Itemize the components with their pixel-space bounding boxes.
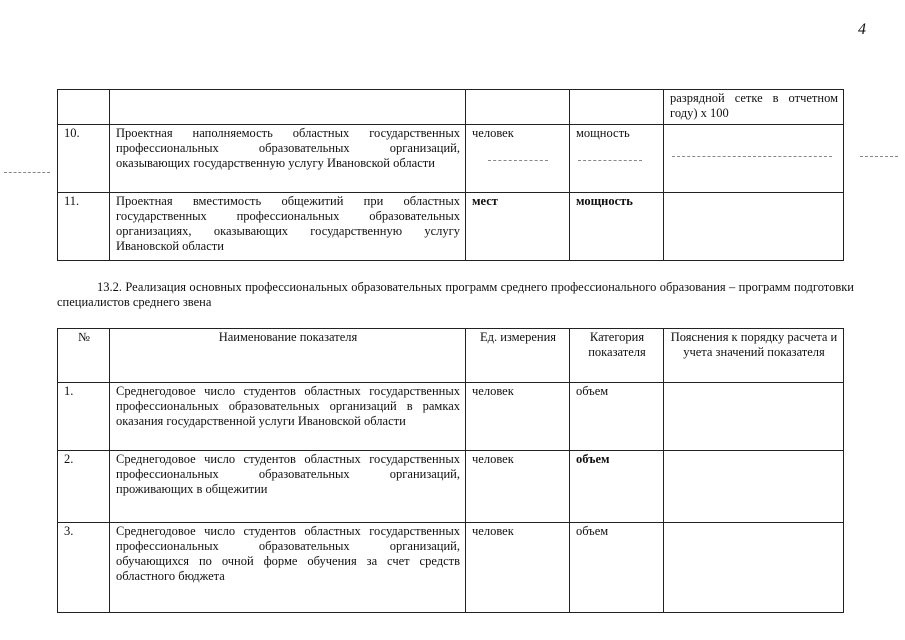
table-cell bbox=[110, 90, 466, 125]
indicator-name: Среднегодовое число студентов областных государственных профессиональных образовательных организаций, обучающихся по очной форме обучения за счет средств областного бюджета bbox=[110, 523, 466, 613]
table-row bbox=[58, 90, 844, 125]
notes-cell bbox=[664, 383, 844, 451]
category-cell: объем bbox=[570, 523, 664, 613]
section-heading: 13.2. Реализация основных профессиональных образовательных программ среднего профессионального образования – программ подготовки специалистов среднего звена bbox=[57, 280, 854, 309]
category-cell: мощность bbox=[570, 125, 664, 193]
category-cell: объем bbox=[570, 451, 664, 523]
scan-artifact bbox=[860, 156, 898, 157]
indicator-name: Среднегодовое число студентов областных государственных профессиональных образовательных организаций в рамках оказания государственной услуги Ивановской области bbox=[110, 383, 466, 451]
notes-cell bbox=[664, 125, 844, 193]
table-header-row bbox=[58, 329, 844, 383]
header-category: Категория показателя bbox=[570, 329, 664, 383]
header-unit: Ед. измерения bbox=[466, 329, 570, 383]
indicator-name: Проектная вместимость общежитий при областных государственных профессиональных образовательных организациях, оказывающих государственную услугу Ивановской области bbox=[110, 193, 466, 261]
table-cell bbox=[58, 90, 110, 125]
unit-cell: мест bbox=[466, 193, 570, 261]
table-row bbox=[58, 523, 844, 613]
table-cell bbox=[570, 90, 664, 125]
indicator-name: Проектная наполняемость областных государственных профессиональных образовательных организаций, оказывающих государственную услугу Ивановской области bbox=[110, 125, 466, 193]
row-number: 1. bbox=[58, 383, 110, 451]
unit-cell: человек bbox=[466, 523, 570, 613]
table-cell bbox=[466, 90, 570, 125]
unit-cell: человек bbox=[466, 451, 570, 523]
table-row bbox=[58, 125, 844, 193]
indicator-name: Среднегодовое число студентов областных государственных профессиональных образовательных организаций, проживающих в общежитии bbox=[110, 451, 466, 523]
table-row bbox=[58, 193, 844, 261]
notes-cell bbox=[664, 523, 844, 613]
category-cell: мощность bbox=[570, 193, 664, 261]
category-cell: объем bbox=[570, 383, 664, 451]
header-notes: Пояснения к порядку расчета и учета значений показателя bbox=[664, 329, 844, 383]
row-number: 2. bbox=[58, 451, 110, 523]
row-number: 3. bbox=[58, 523, 110, 613]
row-number: 10. bbox=[58, 125, 110, 193]
notes-cell-continuation: разрядной сетке в отчетном году) х 100 bbox=[664, 90, 844, 125]
table-row bbox=[58, 383, 844, 451]
notes-cell bbox=[664, 451, 844, 523]
scan-artifact bbox=[4, 172, 50, 173]
notes-cell bbox=[664, 193, 844, 261]
row-number: 11. bbox=[58, 193, 110, 261]
indicators-table bbox=[57, 328, 844, 613]
indicators-table-continued bbox=[57, 89, 844, 261]
unit-cell: человек bbox=[466, 125, 570, 193]
unit-cell: человек bbox=[466, 383, 570, 451]
header-num: № bbox=[58, 329, 110, 383]
table-row bbox=[58, 451, 844, 523]
page-number: 4 bbox=[858, 21, 866, 38]
header-name: Наименование показателя bbox=[110, 329, 466, 383]
